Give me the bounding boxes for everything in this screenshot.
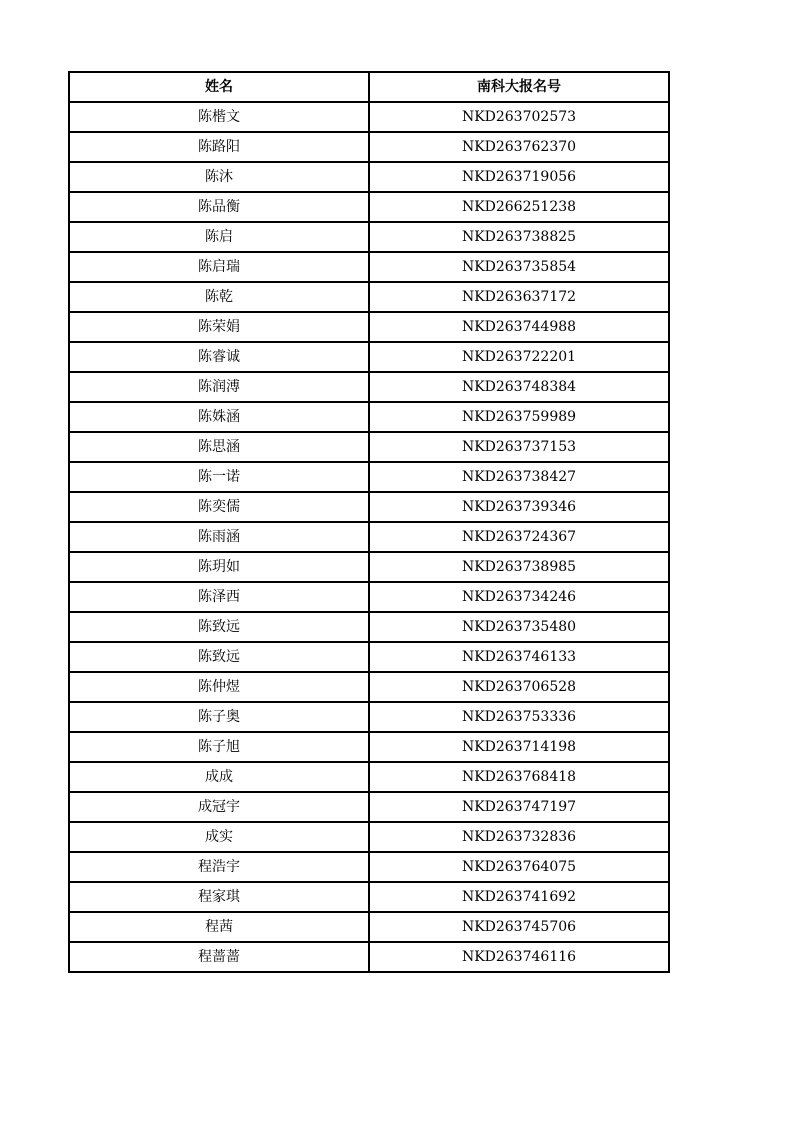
- registration-id-cell: NKD263734246: [369, 582, 669, 612]
- column-header-id: 南科大报名号: [369, 72, 669, 102]
- registration-id-cell: NKD263732836: [369, 822, 669, 852]
- name-cell: 程蔷蔷: [69, 942, 369, 972]
- name-cell: 陈雨涵: [69, 522, 369, 552]
- column-header-name: 姓名: [69, 72, 369, 102]
- registration-id-cell: NKD263762370: [369, 132, 669, 162]
- registration-id-cell: NKD263738825: [369, 222, 669, 252]
- name-cell: 陈仲煜: [69, 672, 369, 702]
- registration-id-cell: NKD263706528: [369, 672, 669, 702]
- table-row: [69, 162, 669, 192]
- table-body: [69, 102, 669, 972]
- table-row: [69, 792, 669, 822]
- registration-id-cell: NKD263746133: [369, 642, 669, 672]
- registration-id-cell: NKD263738985: [369, 552, 669, 582]
- registration-id-cell: NKD263753336: [369, 702, 669, 732]
- registration-id-cell: NKD263746116: [369, 942, 669, 972]
- table-row: [69, 432, 669, 462]
- table-row: [69, 252, 669, 282]
- name-cell: 陈致远: [69, 612, 369, 642]
- name-cell: 陈子奥: [69, 702, 369, 732]
- registration-id-cell: NKD263719056: [369, 162, 669, 192]
- name-cell: 陈玥如: [69, 552, 369, 582]
- table-header-row: [69, 72, 669, 102]
- applicant-table: [68, 71, 670, 973]
- table-row: [69, 342, 669, 372]
- table-row: [69, 312, 669, 342]
- table-row: [69, 402, 669, 432]
- registration-id-cell: NKD266251238: [369, 192, 669, 222]
- registration-id-cell: NKD263768418: [369, 762, 669, 792]
- table-row: [69, 642, 669, 672]
- registration-id-cell: NKD263735480: [369, 612, 669, 642]
- table-row: [69, 732, 669, 762]
- name-cell: 陈润溥: [69, 372, 369, 402]
- name-cell: 陈一诺: [69, 462, 369, 492]
- table-row: [69, 282, 669, 312]
- table-row: [69, 132, 669, 162]
- name-cell: 陈启: [69, 222, 369, 252]
- registration-id-cell: NKD263714198: [369, 732, 669, 762]
- table-row: [69, 882, 669, 912]
- name-cell: 陈子旭: [69, 732, 369, 762]
- name-cell: 陈致远: [69, 642, 369, 672]
- registration-id-cell: NKD263764075: [369, 852, 669, 882]
- registration-id-cell: NKD263738427: [369, 462, 669, 492]
- name-cell: 陈荣娟: [69, 312, 369, 342]
- table-row: [69, 102, 669, 132]
- table-row: [69, 672, 669, 702]
- registration-id-cell: NKD263724367: [369, 522, 669, 552]
- name-cell: 陈品衡: [69, 192, 369, 222]
- table-row: [69, 942, 669, 972]
- registration-id-cell: NKD263745706: [369, 912, 669, 942]
- name-cell: 陈沐: [69, 162, 369, 192]
- table-row: [69, 822, 669, 852]
- registration-id-cell: NKD263702573: [369, 102, 669, 132]
- name-cell: 陈思涵: [69, 432, 369, 462]
- name-cell: 陈泽西: [69, 582, 369, 612]
- table-row: [69, 222, 669, 252]
- table-row: [69, 552, 669, 582]
- name-cell: 陈姝涵: [69, 402, 369, 432]
- name-cell: 陈奕儒: [69, 492, 369, 522]
- name-cell: 陈睿诚: [69, 342, 369, 372]
- table-row: [69, 372, 669, 402]
- name-cell: 成实: [69, 822, 369, 852]
- registration-id-cell: NKD263747197: [369, 792, 669, 822]
- table-row: [69, 582, 669, 612]
- name-cell: 陈启瑞: [69, 252, 369, 282]
- table-row: [69, 462, 669, 492]
- registration-id-cell: NKD263735854: [369, 252, 669, 282]
- registration-id-cell: NKD263748384: [369, 372, 669, 402]
- name-cell: 成冠宇: [69, 792, 369, 822]
- registration-id-cell: NKD263739346: [369, 492, 669, 522]
- registration-id-cell: NKD263759989: [369, 402, 669, 432]
- name-cell: 陈楷文: [69, 102, 369, 132]
- table-row: [69, 192, 669, 222]
- registration-id-cell: NKD263637172: [369, 282, 669, 312]
- registration-id-cell: NKD263722201: [369, 342, 669, 372]
- name-cell: 陈路阳: [69, 132, 369, 162]
- table-row: [69, 762, 669, 792]
- registration-id-cell: NKD263744988: [369, 312, 669, 342]
- table-row: [69, 912, 669, 942]
- table-row: [69, 702, 669, 732]
- name-cell: 陈乾: [69, 282, 369, 312]
- table-row: [69, 852, 669, 882]
- document-page: [68, 71, 668, 973]
- name-cell: 程家琪: [69, 882, 369, 912]
- registration-id-cell: NKD263741692: [369, 882, 669, 912]
- table-row: [69, 492, 669, 522]
- name-cell: 程茜: [69, 912, 369, 942]
- registration-id-cell: NKD263737153: [369, 432, 669, 462]
- table-row: [69, 612, 669, 642]
- table-row: [69, 522, 669, 552]
- name-cell: 成成: [69, 762, 369, 792]
- name-cell: 程浩宇: [69, 852, 369, 882]
